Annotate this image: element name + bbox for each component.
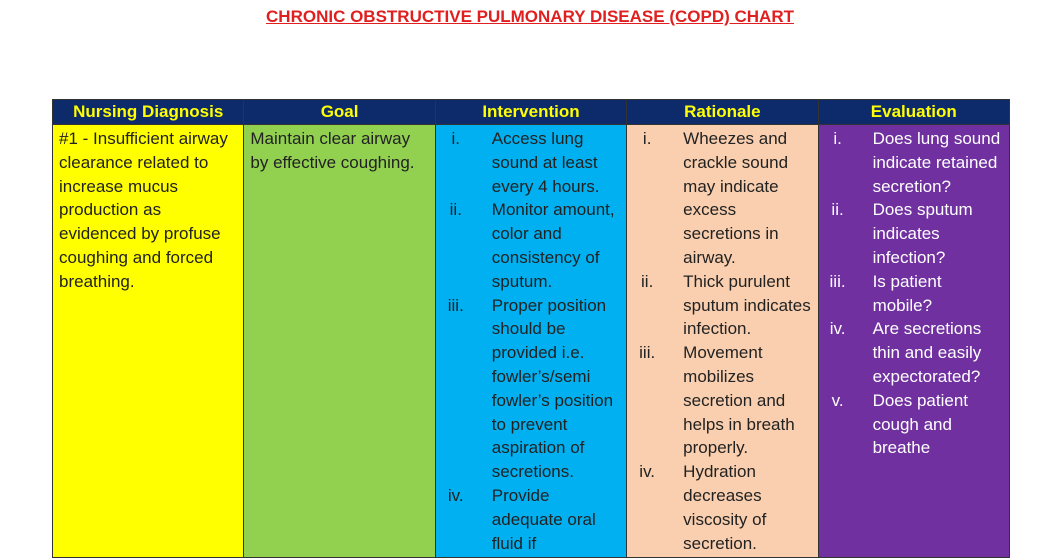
item-text: Monitor amount, color and consistency of sputum. (491, 200, 615, 291)
header-row (53, 100, 1010, 125)
list-item (442, 198, 620, 293)
diagnosis-cell: #1 - Insufficient airway clearance related to increase mucus production as evidenced by profuse coughing and forced breathing. (53, 125, 244, 558)
list-item (442, 484, 620, 555)
header-goal: Goal (244, 100, 435, 125)
item-text: Thick purulent sputum indicates infection. (683, 271, 811, 339)
item-text: Is patient mobile? (872, 271, 942, 315)
header-rationale: Rationale (627, 100, 818, 125)
page-title: CHRONIC OBSTRUCTIVE PULMONARY DISEASE (COPD) CHART (266, 7, 794, 26)
list-item (825, 389, 1003, 460)
item-text: Does sputum indicates infection? (872, 200, 973, 267)
item-number: ii. (831, 200, 844, 220)
goal-cell: Maintain clear airway by effective coughing. (244, 125, 435, 558)
list-item (825, 317, 1003, 388)
intervention-cell (435, 125, 626, 558)
intervention-list (442, 127, 620, 555)
table-row (53, 125, 1010, 558)
copd-care-plan-table (52, 99, 1010, 558)
item-text: Provide adequate oral fluid if (491, 485, 596, 553)
header-intervention: Intervention (435, 100, 626, 125)
list-item (825, 198, 1003, 269)
item-text: Does lung sound indicate retained secretion? (872, 129, 1001, 196)
header-nursing-diagnosis: Nursing Diagnosis (53, 100, 244, 125)
list-item (633, 460, 811, 555)
list-item (633, 127, 811, 270)
item-text: Are secretions thin and easily expectorated? (872, 319, 982, 386)
item-number: iii. (829, 271, 846, 291)
header-evaluation: Evaluation (818, 100, 1009, 125)
item-text: Movement mobilizes secretion and helps in breath properly. (683, 343, 795, 458)
item-number: i. (451, 129, 461, 148)
list-item (442, 294, 620, 484)
rationale-cell (627, 125, 818, 558)
item-text: Proper position should be provided i.e. fowler’s/semi fowler’s position to prevent aspiration of secretions. (491, 295, 614, 482)
item-number: iv. (829, 319, 846, 339)
item-number: iii. (447, 295, 464, 315)
item-number: i. (833, 129, 842, 148)
list-item (633, 270, 811, 341)
item-text: Hydration decreases viscosity of secretion. (683, 462, 767, 553)
evaluation-list (825, 127, 1003, 460)
item-number: iv. (447, 485, 464, 505)
item-text: Wheezes and crackle sound may indicate excess secretions in airway. (683, 129, 789, 267)
item-number: ii. (641, 271, 654, 291)
list-item (442, 127, 620, 198)
evaluation-cell (818, 125, 1009, 558)
item-number: v. (831, 390, 844, 410)
item-number: i. (642, 129, 652, 148)
list-item (633, 341, 811, 460)
item-number: iii. (639, 343, 656, 363)
list-item (825, 270, 1003, 318)
item-text: Access lung sound at least every 4 hours. (491, 129, 600, 196)
item-number: iv. (639, 462, 656, 482)
item-number: ii. (449, 200, 462, 220)
rationale-list (633, 127, 811, 555)
list-item (825, 127, 1003, 198)
item-text: Does patient cough and breathe (872, 390, 969, 458)
